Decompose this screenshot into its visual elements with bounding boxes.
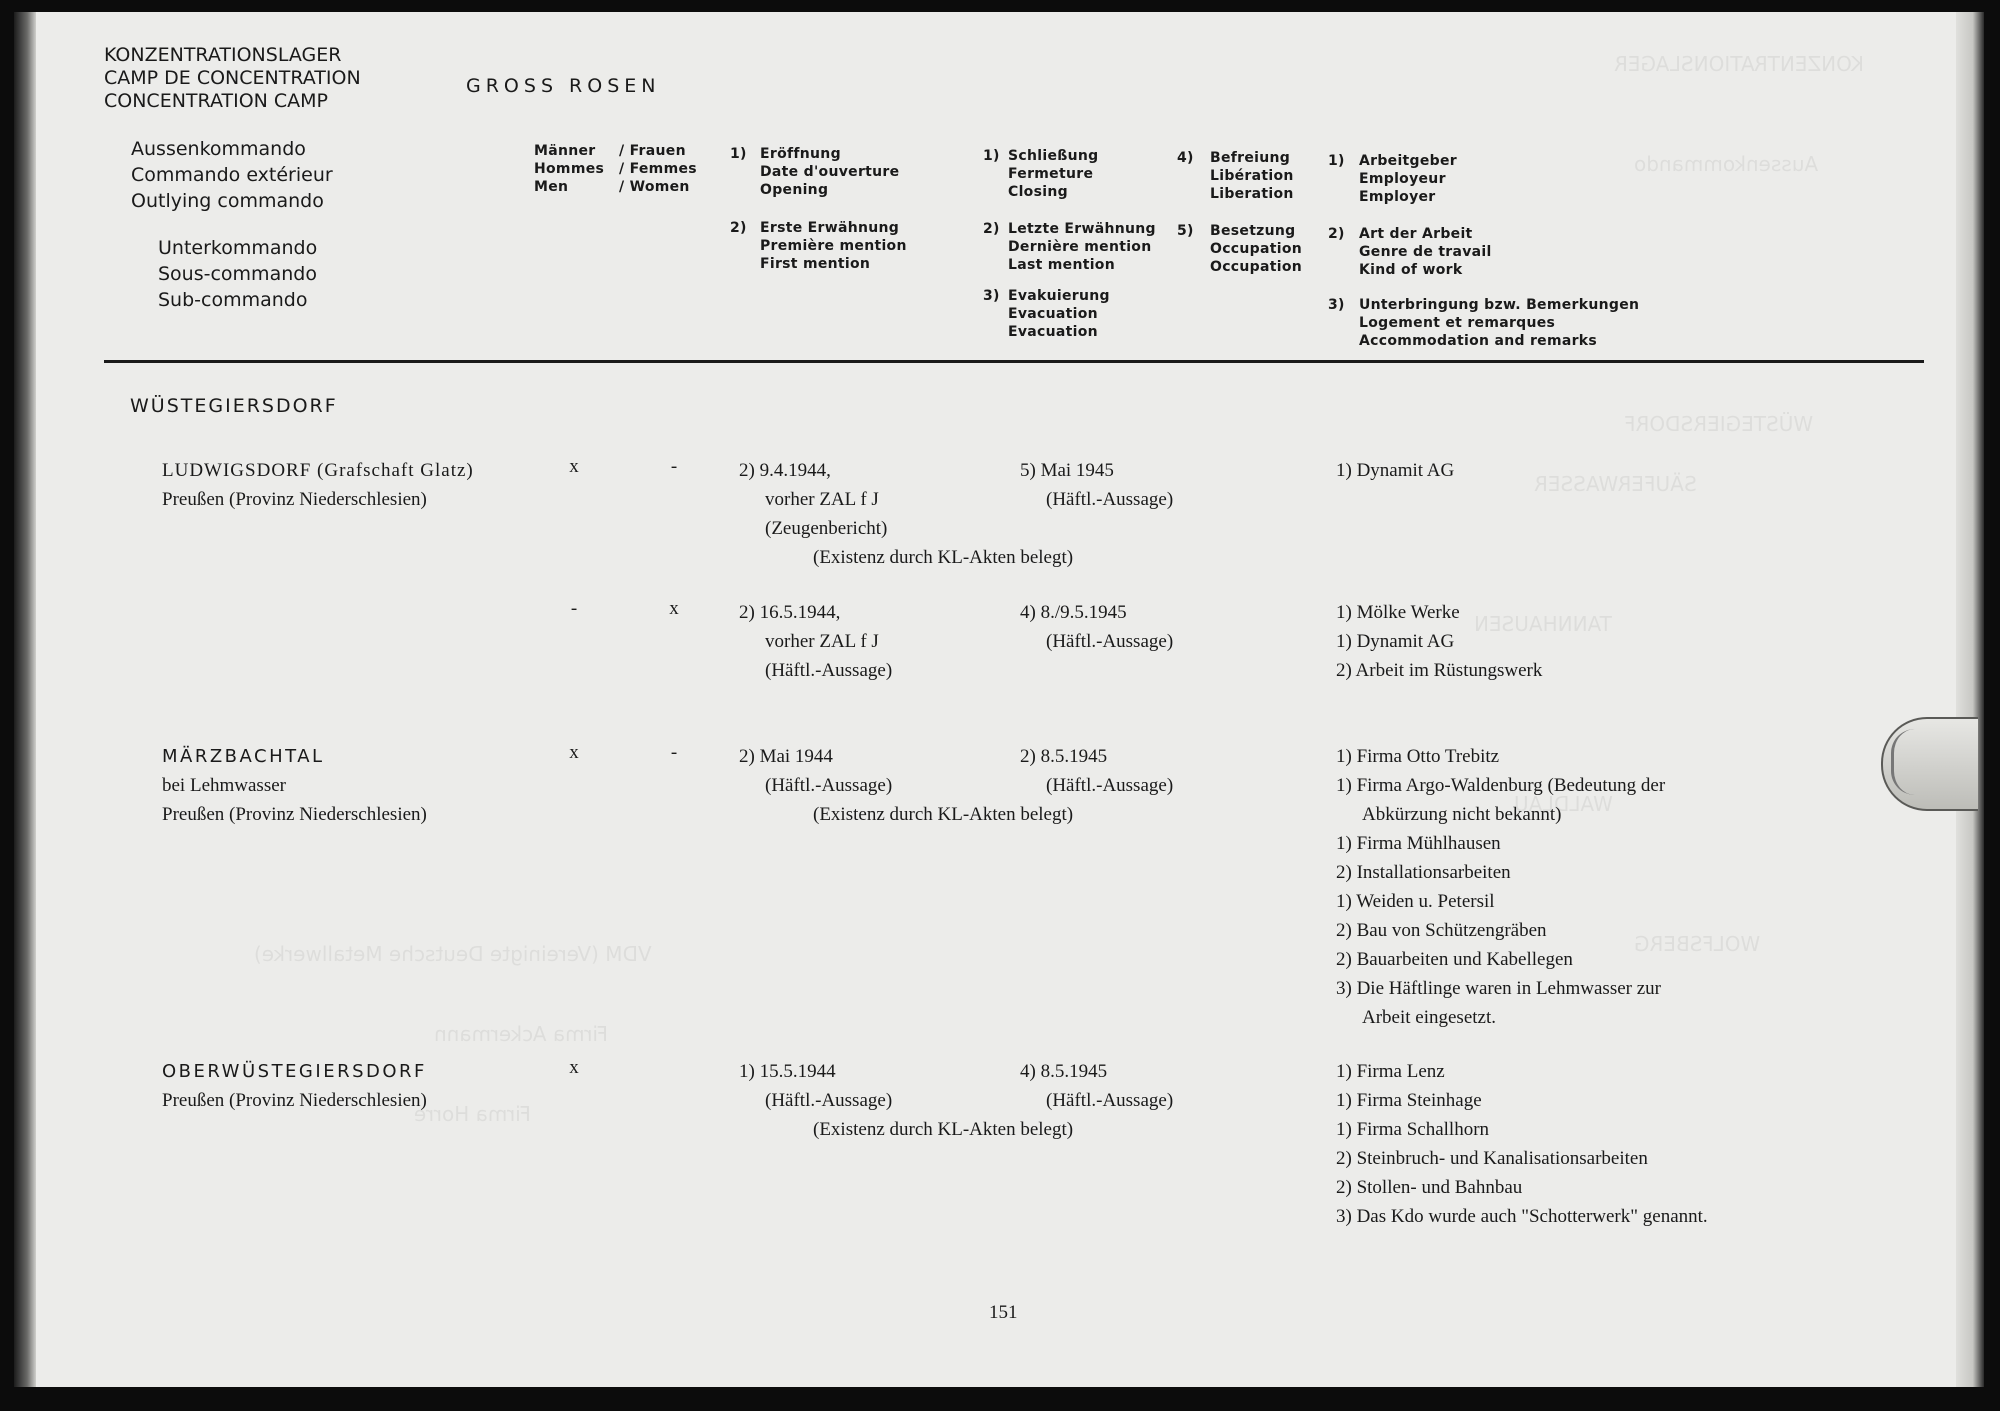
- entry-4-closing-line: (Häftl.-Aussage): [1046, 1090, 1174, 1111]
- entry-3-remark-line: Abkürzung nicht bekannt): [1362, 804, 1562, 825]
- subcommando-heading-de: Unterkommando: [158, 237, 318, 259]
- entry-2-closing-line: (Häftl.-Aussage): [1046, 631, 1174, 652]
- entry-1-opening-line: 2) 9.4.1944,: [739, 460, 831, 481]
- page-edge: [1956, 12, 1984, 1387]
- col-liberation-number: 4): [1177, 150, 1194, 166]
- col-last-mention-heading: [1008, 220, 1156, 274]
- entry-3-remark-line: 3) Die Häftlinge waren in Lehmwasser zur: [1336, 978, 1661, 999]
- commando-heading-en: Outlying commando: [131, 190, 324, 212]
- col-occupation-heading: [1210, 222, 1302, 276]
- col-opening-en: Opening: [760, 182, 829, 198]
- col-evacuation-heading: [1008, 287, 1110, 341]
- col-last-mention-fr: Dernière mention: [1008, 239, 1152, 255]
- col-liberation-de: Befreiung: [1210, 150, 1291, 166]
- subcommando-heading-fr: Sous-commando: [158, 263, 317, 285]
- entry-1-closing: [1020, 456, 1173, 514]
- col-closing-fr: Fermeture: [1008, 166, 1094, 182]
- col-last-mention-number: 2): [983, 221, 1000, 237]
- col-first-mention-de: Erste Erwähnung: [760, 220, 900, 236]
- col-remarks-de: Unterbringung bzw. Bemerkungen: [1359, 297, 1640, 313]
- entry-1-opening-line: (Existenz durch KL-Akten belegt): [813, 547, 1074, 568]
- entry-1-closing-line: (Häftl.-Aussage): [1046, 489, 1174, 510]
- entry-2-men-mark: -: [570, 598, 578, 619]
- col-work-heading: [1359, 225, 1492, 279]
- col-liberation-fr: Libération: [1210, 168, 1294, 184]
- col-employer-fr: Employeur: [1359, 171, 1446, 187]
- entry-2-opening-line: vorher ZAL f J: [765, 631, 879, 652]
- col-evacuation-number: 3): [983, 288, 1000, 304]
- col-men-de: Männer: [534, 143, 596, 159]
- entry-1-opening-line: (Zeugenbericht): [765, 518, 888, 539]
- col-remarks-heading: [1359, 296, 1639, 350]
- col-closing-de: Schließung: [1008, 148, 1099, 164]
- entry-4-remark-line: 1) Firma Schallhorn: [1336, 1119, 1490, 1140]
- entry-1-remark-line: 1) Dynamit AG: [1336, 460, 1455, 481]
- col-opening-heading: [760, 145, 899, 199]
- col-remarks-fr: Logement et remarques: [1359, 315, 1556, 331]
- entry-3-opening-line: 2) Mai 1944: [739, 746, 833, 767]
- col-men-heading: [534, 142, 604, 196]
- col-work-fr: Genre de travail: [1359, 244, 1492, 260]
- book-spine: [14, 12, 36, 1387]
- entry-4-men-mark: x: [569, 1057, 579, 1078]
- entry-4-closing-line: 4) 8.5.1945: [1020, 1061, 1108, 1082]
- entry-3-closing-line: 2) 8.5.1945: [1020, 746, 1108, 767]
- col-occupation-fr: Occupation: [1210, 241, 1303, 257]
- subcommando-heading: [158, 235, 317, 313]
- col-women-de: / Frauen: [619, 143, 686, 159]
- col-remarks-en: Accommodation and remarks: [1359, 333, 1598, 349]
- entry-3-region-line: Preußen (Provinz Niederschlesien): [162, 804, 427, 825]
- entry-3-men-mark: x: [569, 742, 579, 763]
- page-number: 151: [989, 1302, 1018, 1323]
- entry-3-name-line: MÄRZBACHTAL: [162, 746, 325, 767]
- entry-4-opening-line: (Existenz durch KL-Akten belegt): [813, 1119, 1074, 1140]
- entry-1-men-mark: x: [569, 456, 579, 477]
- entry-1-name-line: LUDWIGSDORF (Grafschaft Glatz): [162, 460, 474, 481]
- col-opening-fr: Date d'ouverture: [760, 164, 900, 180]
- col-work-en: Kind of work: [1359, 262, 1463, 278]
- entry-3-opening-line: (Häftl.-Aussage): [765, 775, 893, 796]
- entry-4-remark-line: 2) Steinbruch- und Kanalisationsarbeiten: [1336, 1148, 1648, 1169]
- entry-4-region-line: Preußen (Provinz Niederschlesien): [162, 1090, 427, 1111]
- entry-2-opening-line: 2) 16.5.1944,: [739, 602, 841, 623]
- col-employer-number: 1): [1328, 153, 1345, 169]
- col-remarks-number: 3): [1328, 297, 1345, 313]
- entry-3-closing-line: (Häftl.-Aussage): [1046, 775, 1174, 796]
- entry-3-remark-line: 1) Firma Otto Trebitz: [1336, 746, 1500, 767]
- entry-4-remarks: [1336, 1057, 1708, 1231]
- section-title: WÜSTEGIERSDORF: [130, 395, 338, 417]
- camp-title-fr: CAMP DE CONCENTRATION: [104, 67, 361, 89]
- entry-3-remark-line: 1) Weiden u. Petersil: [1336, 891, 1495, 912]
- entry-3-women-mark: -: [670, 742, 678, 763]
- col-first-mention-heading: [760, 219, 907, 273]
- col-women-en: / Women: [619, 179, 690, 195]
- entry-2-closing: [1020, 598, 1173, 656]
- entry-4-remark-line: 1) Firma Lenz: [1336, 1061, 1445, 1082]
- entry-2-opening: [739, 598, 892, 685]
- col-liberation-heading: [1210, 149, 1294, 203]
- col-evacuation-fr: Evacuation: [1008, 306, 1098, 322]
- entry-2-opening-line: (Häftl.-Aussage): [765, 660, 893, 681]
- col-employer-en: Employer: [1359, 189, 1436, 205]
- col-employer-heading: [1359, 152, 1457, 206]
- col-closing-en: Closing: [1008, 184, 1068, 200]
- entry-3-remark-line: 2) Installationsarbeiten: [1336, 862, 1511, 883]
- col-first-mention-en: First mention: [760, 256, 871, 272]
- camp-title: [104, 44, 361, 113]
- entry-4-opening-line: 1) 15.5.1944: [739, 1061, 836, 1082]
- col-work-de: Art der Arbeit: [1359, 226, 1473, 242]
- entry-2-remark-line: 2) Arbeit im Rüstungswerk: [1336, 660, 1543, 681]
- page-tab-marker: [1881, 717, 1978, 811]
- subcommando-heading-en: Sub-commando: [158, 289, 308, 311]
- entry-4-opening-line: (Häftl.-Aussage): [765, 1090, 893, 1111]
- camp-name: GROSS ROSEN: [466, 75, 661, 97]
- entry-3-closing: [1020, 742, 1173, 800]
- col-first-mention-number: 2): [730, 220, 747, 236]
- entry-4-remark-line: 2) Stollen- und Bahnbau: [1336, 1177, 1523, 1198]
- commando-heading: [131, 136, 333, 214]
- col-closing-heading: [1008, 147, 1098, 201]
- col-men-fr: Hommes: [534, 161, 605, 177]
- entry-4-closing: [1020, 1057, 1173, 1115]
- col-women-heading: [619, 142, 697, 196]
- entry-2-remark-line: 1) Dynamit AG: [1336, 631, 1455, 652]
- commando-heading-de: Aussenkommando: [131, 138, 306, 160]
- entry-3-opening-line: (Existenz durch KL-Akten belegt): [813, 804, 1074, 825]
- entry-1-name: [162, 456, 474, 514]
- entry-2-closing-line: 4) 8./9.5.1945: [1020, 602, 1127, 623]
- col-work-number: 2): [1328, 226, 1345, 242]
- entry-3-remark-line: 2) Bau von Schützengräben: [1336, 920, 1547, 941]
- entry-3-remark-line: 1) Firma Mühlhausen: [1336, 833, 1501, 854]
- col-occupation-en: Occupation: [1210, 259, 1303, 275]
- entry-3-remark-line: 1) Firma Argo-Waldenburg (Bedeutung der: [1336, 775, 1666, 796]
- entry-1-closing-line: 5) Mai 1945: [1020, 460, 1114, 481]
- entry-2-women-mark: x: [669, 598, 679, 619]
- entry-3-remark-line: 2) Bauarbeiten und Kabellegen: [1336, 949, 1573, 970]
- entry-3-remarks: [1336, 742, 1665, 1032]
- col-evacuation-de: Evakuierung: [1008, 288, 1110, 304]
- camp-title-en: CONCENTRATION CAMP: [104, 90, 329, 112]
- col-evacuation-en: Evacuation: [1008, 324, 1098, 340]
- col-closing-number: 1): [983, 148, 1000, 164]
- document-page: KONZENTRATIONSLAGER Aussenkommando WÜSTEGIERSDORF SÄUFERWASSER TANNHAUSEN WALDLAU WOLFSBERG VDM (Vereinigte Deutsche Metallwerke) Firma Ackermann Firma Horre KONZENTRATIONSLAGER CAMP DE CONCENTRATION CONCENTRATION CAMP GROSS ROSEN Aussenkommando Commando extérieur Outlying commando Unterkommando Sous-commando Sub-commando Männer Hommes Men / Frauen / Femmes / Women 1) Eröffnung Date d'ouverture Opening 2) Erste Erwähnung Première mention First mention 1) Schließung Fermeture Closing 2) Letzte Erwähnung Dernière mention Last mention 3) Evakuierung Evacuation Evacuation 4) Befreiung Libération Liberation 5) Besetzung Occupation Occupation 1) Arbeitgeber Employeur Employer 2) Art der Arbeit Genre de travail Kind of work 3) Unterbringung bzw. Bemerkungen Logement et remarques Accommodation and remarks WÜSTEGIERSDORF LUDWIGSDORF (Grafschaft Glatz) Preußen (Provinz Niederschlesien) x - 2) 9.4.1944, vorher ZAL f J (Zeugenbericht) (Existenz durch KL-Akten belegt) 5) Mai 1945 (Häftl.-Aussage) 1) Dynamit AG - x 2) 16.5.1944, vorher ZAL f J (Häftl.-Aussage) 4) 8./9.5.1945 (Häftl.-Aussage) 1) Mölke Werke 1) Dynamit AG 2) Arbeit im Rüstungswerk MÄRZBACHTAL bei Lehmwasser Preußen (Provinz Niederschlesien) x - 2) Mai 1944 (Häftl.-Aussage) (Existenz durch KL-Akten belegt) 2) 8.5.1945 (Häftl.-Aussage) 1) Firma Otto Trebitz 1) Firma Argo-Waldenburg (Bedeutung der Abkürzung nicht bekannt) 1) Firma Mühlhausen 2) Installationsarbeiten 1) Weiden u. Petersil 2) Bau von Schützengräben 2) Bauarbeiten und Kabellegen 3) Die Häftlinge waren in Lehmwasser zur Arbeit eingesetzt. OBERWÜSTEGIERSDORF Preußen (Provinz Niederschlesien) x 1) 15.5.1944 (Häftl.-Aussage) (Existenz durch KL-Akten belegt) 4) 8.5.1945 (Häftl.-Aussage) 1) Firma Lenz 1) Firma Steinhage 1) Firma Schallhorn 2) Steinbruch- und Kanalisationsarbeiten 2) Stollen- und Bahnbau 3) Das Kdo wurde auch "Schotterwerk" genannt. 151: [14, 12, 1984, 1387]
- col-occupation-number: 5): [1177, 223, 1194, 239]
- entry-3-location-line: bei Lehmwasser: [162, 775, 286, 796]
- entry-1-opening-line: vorher ZAL f J: [765, 489, 879, 510]
- entry-4-name-line: OBERWÜSTEGIERSDORF: [162, 1061, 427, 1082]
- col-women-fr: / Femmes: [619, 161, 697, 177]
- col-liberation-en: Liberation: [1210, 186, 1294, 202]
- col-first-mention-fr: Première mention: [760, 238, 907, 254]
- col-last-mention-de: Letzte Erwähnung: [1008, 221, 1156, 237]
- col-employer-de: Arbeitgeber: [1359, 153, 1457, 169]
- entry-4-remark-line: 3) Das Kdo wurde auch "Schotterwerk" genannt.: [1336, 1206, 1708, 1227]
- col-occupation-de: Besetzung: [1210, 223, 1296, 239]
- col-opening-de: Eröffnung: [760, 146, 841, 162]
- entry-3-name: [162, 742, 427, 829]
- commando-heading-fr: Commando extérieur: [131, 164, 333, 186]
- entry-3-remark-line: Arbeit eingesetzt.: [1362, 1007, 1497, 1028]
- entry-1-remarks: [1336, 456, 1454, 485]
- col-men-en: Men: [534, 179, 569, 195]
- col-opening-number: 1): [730, 146, 747, 162]
- camp-title-de: KONZENTRATIONSLAGER: [104, 44, 342, 66]
- entry-4-remark-line: 1) Firma Steinhage: [1336, 1090, 1482, 1111]
- entry-2-remark-line: 1) Mölke Werke: [1336, 602, 1460, 623]
- entry-4-name: [162, 1057, 427, 1115]
- col-last-mention-en: Last mention: [1008, 257, 1115, 273]
- entry-1-women-mark: -: [670, 456, 678, 477]
- header-divider: [104, 360, 1924, 363]
- entry-2-remarks: [1336, 598, 1542, 685]
- entry-1-region-line: Preußen (Provinz Niederschlesien): [162, 489, 427, 510]
